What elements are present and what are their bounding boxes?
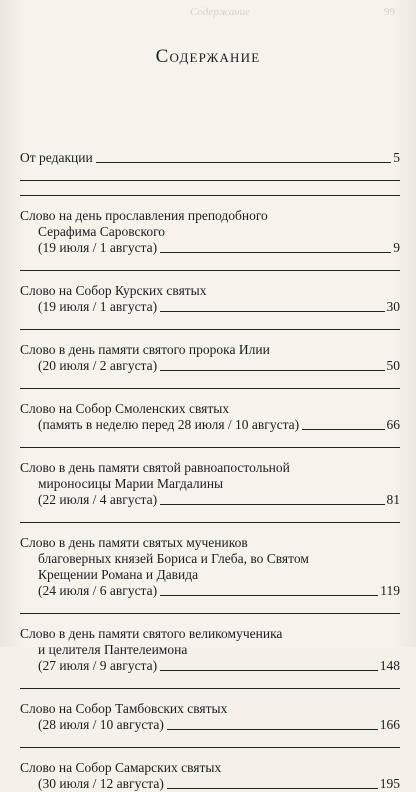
toc-page-number: 166 (379, 717, 400, 732)
toc-entry-title-line: и целителя Пантелеимона (38, 642, 188, 657)
toc-page-number: 119 (380, 583, 400, 598)
toc-entry-date-line (20, 150, 400, 166)
entry-divider (20, 388, 400, 389)
bleed-through-page-number: 99 (384, 6, 395, 18)
toc-entry-title-line: мироносицы Марии Магдалины (38, 476, 224, 491)
toc-entry[interactable] (20, 535, 400, 599)
toc-entry-title-line: благоверных князей Бориса и Глеба, во Святом (38, 551, 309, 566)
toc-entry[interactable] (20, 208, 400, 256)
dot-leader (160, 669, 378, 671)
toc-page-number: 9 (393, 240, 400, 255)
toc-entry-title-line: Слово на Собор Смоленских святых (20, 401, 230, 416)
toc-entry[interactable] (20, 626, 400, 674)
toc-entry-title-line: Слово в день памяти святого великомученика (20, 626, 283, 641)
entry-divider (20, 522, 400, 523)
toc-entry[interactable] (20, 701, 400, 733)
toc-page-number: 50 (386, 358, 400, 373)
toc-entry[interactable] (20, 401, 400, 433)
toc-entry-title-line: Серафима Саровского (38, 224, 166, 239)
toc-page-number: 195 (379, 776, 400, 791)
dot-leader (160, 251, 391, 253)
entry-divider (20, 180, 400, 181)
dot-leader (167, 787, 378, 789)
toc-entry-date: (24 июля / 6 августа) (38, 583, 158, 598)
toc-entry-title-line: Слово на Собор Самарских святых (20, 760, 222, 775)
toc-entry-date: (22 июля / 4 августа) (38, 492, 158, 507)
entry-divider (20, 270, 400, 271)
entry-divider (20, 747, 400, 748)
entry-divider (20, 329, 400, 330)
dot-leader (96, 161, 392, 163)
toc-entry-date: (20 июля / 2 августа) (38, 358, 158, 373)
toc-entry-title-line: Крещении Романа и Давида (38, 567, 199, 582)
toc-entry-title-line: Слово в день памяти святых мучеников (20, 535, 248, 550)
toc-page-number: 148 (379, 658, 400, 673)
toc-entry[interactable] (20, 760, 400, 792)
toc-entry-date: (27 июля / 9 августа) (38, 658, 158, 673)
toc-entry-title-line: Слово на Собор Тамбовских святых (20, 701, 228, 716)
dot-leader (160, 369, 384, 371)
toc-entry[interactable] (20, 283, 400, 315)
entry-divider (20, 447, 400, 448)
toc-page-number: 5 (393, 150, 400, 165)
toc-entry-title-line: Слово на день прославления преподобного (20, 208, 268, 223)
toc-entry-date: От редакции (20, 150, 93, 165)
toc-entry[interactable] (20, 460, 400, 508)
toc-entry-date-line (20, 358, 400, 374)
toc-entry[interactable] (20, 150, 400, 166)
toc-entry-date-line (20, 299, 400, 315)
toc-entry-date: (память в неделю перед 28 июля / 10 августа) (38, 417, 300, 432)
toc-page-number: 81 (386, 492, 400, 507)
toc-page-number: 66 (386, 417, 400, 432)
page-title: Содержание (155, 46, 261, 67)
toc-entry-date: (28 июля / 10 августа) (38, 717, 164, 732)
toc-page-number: 30 (386, 299, 400, 314)
dot-leader (160, 503, 384, 505)
toc-entry-date-line (20, 658, 400, 674)
table-of-contents (20, 150, 400, 792)
toc-entry-title-line: Слово на Собор Курских святых (20, 283, 207, 298)
entry-divider (20, 688, 400, 689)
toc-entry-date: (19 июля / 1 августа) (38, 299, 158, 314)
entry-divider (20, 613, 400, 614)
entry-divider (20, 195, 400, 196)
toc-entry-date-line (20, 417, 400, 433)
toc-entry-title-line: Слово в день памяти святого пророка Илии (20, 342, 270, 357)
toc-entry-date: (30 июля / 12 августа) (38, 776, 164, 791)
toc-entry-date-line (20, 492, 400, 508)
dot-leader (160, 310, 384, 312)
toc-entry-date-line (20, 583, 400, 599)
dot-leader (302, 428, 384, 430)
bleed-through-header: Содержание (190, 6, 251, 18)
toc-entry-date-line (20, 240, 400, 256)
toc-entry-date-line (20, 717, 400, 733)
dot-leader (160, 594, 378, 596)
toc-entry-title-line: Слово в день памяти святой равноапостольной (20, 460, 290, 475)
toc-entry-date-line (20, 776, 400, 792)
toc-entry-date: (19 июля / 1 августа) (38, 240, 158, 255)
dot-leader (167, 728, 378, 730)
toc-entry[interactable] (20, 342, 400, 374)
